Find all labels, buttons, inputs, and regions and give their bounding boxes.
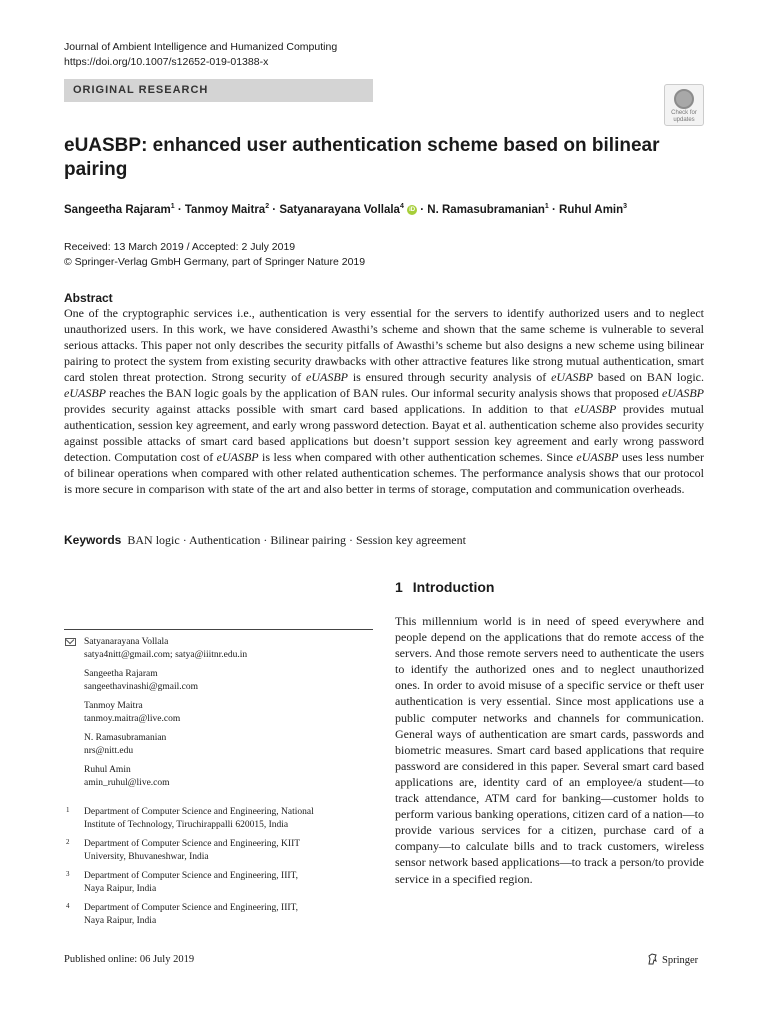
check-updates-icon	[674, 89, 694, 109]
affiliation-line: Department of Computer Science and Engineering, IIIT,	[84, 903, 299, 913]
category-label: ORIGINAL RESEARCH	[73, 84, 209, 96]
author-affiliation-number: 1	[544, 203, 549, 210]
author-affiliation-number: 4	[399, 203, 404, 210]
abstract-body: One of the cryptographic services i.e., authentication is very essential for the servers to identify authorized users and to neglect unauthorized users. In this work, we have considered Awasthi’s scheme and shown that the same scheme is vulnerable to several serious attacks. This paper not only describes the security pitfalls of Awasthi’s scheme but also designs a new scheme using bilinear pairing to protect the system from existing security drawbacks with other attractive features like strong mutual authentication, smart card stolen threat protection. Strong security of eUASBP is ensured through security analysis of eUASBP based on BAN logic. eUASBP reaches the BAN logic goals by the application of BAN rules. Our informal security analysis shows that proposed eUASBP provides security against attacks possible with smart card based applications. In addition to that eUASBP provides mutual authentication, session key agreement, and early wrong password detection. Bayat et al. authentication scheme also provides security against possible attacks of smart card based applications but doesn’t support session key agreement and early wrong password detection. Computation cost of eUASBP is less when compared with other authentication schemes. Since eUASBP uses less number of bilinear operations when compared with other related authentication schemes. The performance analysis shows that our protocol is more secure in comparison with state of the art and also better in terms of storage, computation and communication overheads.	[64, 306, 705, 496]
introduction-body: This millennium world is in need of speed everywhere and people depend on the applications that do remote access of the servers. And those remote servers need to authenticate the users to identify the authorized ones and to neglect unauthorized ones. In order to avoid misuse of a specific service or theft user authentication is very essential. Since most applications use a public computer networks and channels for communication. General ways of authentication are smart cards, passwords and biometric measures. Smart card based applications that require password are considered in this paper. Several smart card based applications are, identity card of an employee/a student—to track attendance, ATM card for banking—customer holds to perform various banking operations, citizen card of a nation—to provide various services for a citizen, purchase card of a company—to calculate bills and to track customers, wireless sensor network based applications—to track a person/to provide service in a specified region.	[395, 614, 704, 886]
envelope-icon	[65, 638, 76, 646]
author-separator: ·	[417, 203, 428, 216]
affiliation-entry	[64, 870, 373, 896]
author-name: Ruhul Amin	[559, 203, 624, 216]
keywords	[64, 533, 466, 548]
keywords-list: BAN logic · Authentication · Bilinear pairing · Session key agreement	[127, 533, 466, 547]
contact-entry	[64, 668, 373, 694]
publisher-name: Springer	[662, 955, 699, 966]
contact-entry	[64, 732, 373, 758]
author-name: Sangeetha Rajaram	[64, 203, 171, 216]
author-name: Satyanarayana Vollala	[279, 203, 400, 216]
affiliation-number: 2	[66, 838, 70, 846]
author-contacts	[64, 636, 373, 796]
affiliation-number: 3	[66, 870, 70, 878]
affiliation-line: Naya Raipur, India	[84, 884, 157, 894]
author-affiliation-number: 1	[170, 203, 175, 210]
affiliation-line: Institute of Technology, Tiruchirappalli 620015, India	[84, 820, 289, 830]
contact-email[interactable]: sangeethavinashi@gmail.com	[84, 682, 199, 692]
contact-email[interactable]: nrs@nitt.edu	[84, 746, 134, 756]
journal-name: Journal of Ambient Intelligence and Humanized Computing	[64, 41, 338, 53]
affiliation-line: Department of Computer Science and Engineering, IIIT,	[84, 871, 299, 881]
contact-name: N. Ramasubramanian	[84, 733, 167, 743]
paper-title: eUASBP: enhanced user authentication scheme based on bilinear pairing	[64, 135, 660, 180]
abstract-heading: Abstract	[64, 291, 113, 305]
author-name: N. Ramasubramanian	[427, 203, 545, 216]
author-name: Tanmoy Maitra	[184, 203, 266, 216]
publisher-logo	[647, 953, 698, 966]
contact-name: Ruhul Amin	[84, 765, 131, 775]
check-for-updates-badge[interactable]	[664, 84, 704, 126]
category-banner	[64, 79, 373, 102]
author-affiliation-number: 2	[265, 203, 270, 210]
contact-email[interactable]: satya4nitt@gmail.com; satya@iiitnr.edu.in	[84, 650, 248, 660]
springer-horse-icon	[647, 953, 658, 965]
contact-name: Sangeetha Rajaram	[84, 669, 158, 679]
section-heading-introduction	[395, 579, 494, 595]
author-list	[64, 203, 724, 216]
author-separator: ·	[174, 203, 185, 216]
publication-dates	[64, 240, 365, 270]
check-updates-label: Check for updates	[671, 110, 697, 123]
affiliation-line: Department of Computer Science and Engineering, KIIT	[84, 839, 301, 849]
affiliations	[64, 806, 373, 934]
affiliation-line: University, Bhuvaneshwar, India	[84, 852, 209, 862]
doi-link[interactable]: https://doi.org/10.1007/s12652-019-01388-x	[64, 56, 269, 68]
affiliation-entry	[64, 902, 373, 928]
affiliation-number: 1	[66, 806, 70, 814]
affiliation-line: Naya Raipur, India	[84, 916, 157, 926]
section-title: Introduction	[412, 579, 495, 595]
footnote-divider	[64, 629, 373, 630]
contact-entry	[64, 700, 373, 726]
author-affiliation-number: 3	[623, 203, 628, 210]
received-accepted-dates: Received: 13 March 2019 / Accepted: 2 July 2019	[64, 241, 296, 253]
contact-email[interactable]: tanmoy.maitra@live.com	[84, 714, 181, 724]
author-separator: ·	[548, 203, 560, 216]
affiliation-entry	[64, 806, 373, 832]
author-separator: ·	[269, 203, 280, 216]
contact-name: Satyanarayana Vollala	[84, 637, 169, 647]
orcid-icon[interactable]: iD	[409, 206, 416, 213]
affiliation-number: 4	[66, 902, 70, 910]
contact-entry	[64, 764, 373, 790]
copyright-notice: © Springer-Verlag GmbH Germany, part of Springer Nature 2019	[64, 256, 366, 268]
section-number: 1	[395, 579, 403, 595]
affiliation-line: Department of Computer Science and Engineering, National	[84, 807, 314, 817]
contact-name: Tanmoy Maitra	[84, 701, 143, 711]
published-online-date: Published online: 06 July 2019	[64, 954, 195, 965]
keywords-label: Keywords	[64, 533, 122, 547]
affiliation-entry	[64, 838, 373, 864]
journal-header	[64, 40, 337, 70]
contact-email[interactable]: amin_ruhul@live.com	[84, 778, 170, 788]
contact-entry	[64, 636, 373, 662]
